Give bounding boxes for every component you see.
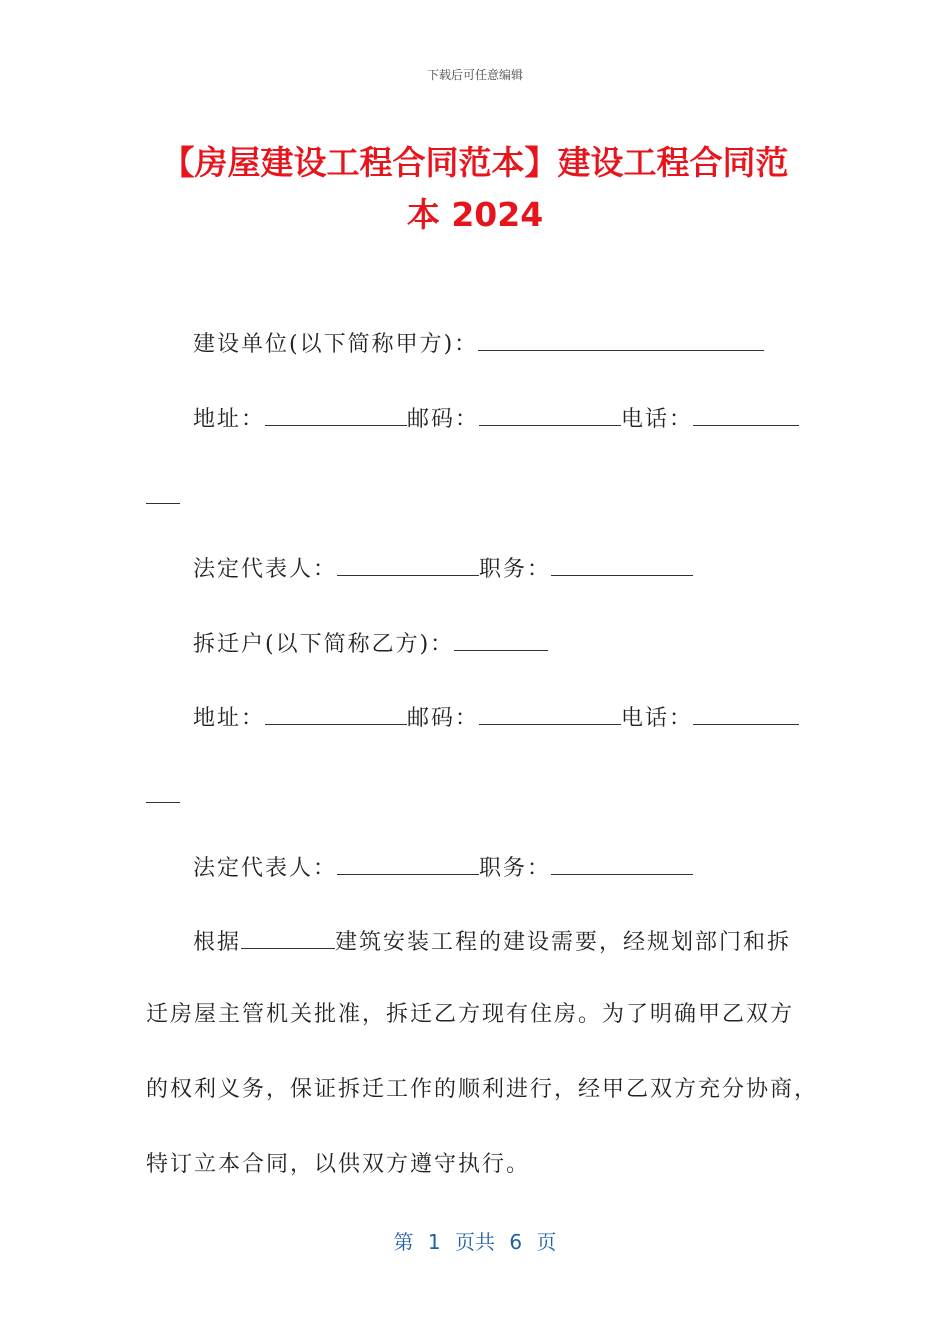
party-b-postcode-blank	[479, 702, 621, 725]
party-b-name-blank	[454, 628, 548, 651]
party-a-position-blank	[551, 553, 693, 576]
party-b-name-label: 拆迁户(以下简称乙方)：	[193, 632, 455, 657]
party-b-phone-blank-continuation	[146, 802, 180, 803]
page-number-footer: 第 1 页共 6 页	[393, 1230, 557, 1254]
page-header-note: 下载后可任意编辑	[426, 68, 523, 82]
party-b-position-label: 职务：	[479, 856, 552, 881]
document-title-line-1: 【房屋建设工程合同范本】建设工程合同范	[161, 143, 789, 182]
project-name-blank	[241, 926, 335, 949]
document-title-line-2: 本 2024	[406, 195, 544, 234]
party-b-contact-row	[193, 702, 799, 734]
party-b-rep-label: 法定代表人：	[193, 856, 338, 881]
party-b-phone-label: 电话：	[621, 706, 694, 731]
party-a-position-label: 职务：	[479, 557, 552, 582]
party-a-rep-label: 法定代表人：	[193, 557, 338, 582]
party-a-rep-blank	[337, 553, 479, 576]
party-b-address-label: 地址：	[193, 706, 266, 731]
party-b-postcode-label: 邮码：	[407, 706, 480, 731]
party-a-postcode-label: 邮码：	[407, 407, 480, 432]
party-a-name-row	[193, 328, 764, 360]
party-a-name-blank	[478, 328, 764, 351]
body-p1-rest: 建筑安装工程的建设需要，经规划部门和拆	[335, 930, 792, 955]
party-b-name-row	[193, 628, 548, 660]
party-a-phone-blank	[693, 403, 799, 426]
party-a-address-label: 地址：	[193, 407, 266, 432]
party-a-name-label: 建设单位(以下简称甲方)：	[193, 332, 479, 357]
party-a-rep-row	[193, 553, 693, 585]
body-paragraph-line-3: 的权利义务，保证拆迁工作的顺利进行，经甲乙双方充分协商，	[146, 1077, 819, 1102]
party-a-postcode-blank	[479, 403, 621, 426]
party-a-contact-row	[193, 403, 799, 435]
party-a-address-blank	[265, 403, 407, 426]
party-b-phone-blank	[693, 702, 799, 725]
body-paragraph-line-1	[193, 926, 791, 958]
body-paragraph-line-2: 迁房屋主管机关批准，拆迁乙方现有住房。为了明确甲乙双方	[146, 1002, 795, 1027]
party-a-phone-blank-continuation	[146, 503, 180, 504]
party-b-rep-row	[193, 852, 693, 884]
body-paragraph-line-4: 特订立本合同，以供双方遵守执行。	[146, 1152, 531, 1177]
party-b-position-blank	[551, 852, 693, 875]
body-p1-start: 根据	[193, 930, 242, 955]
party-b-address-blank	[265, 702, 407, 725]
party-b-rep-blank	[337, 852, 479, 875]
party-a-phone-label: 电话：	[621, 407, 694, 432]
